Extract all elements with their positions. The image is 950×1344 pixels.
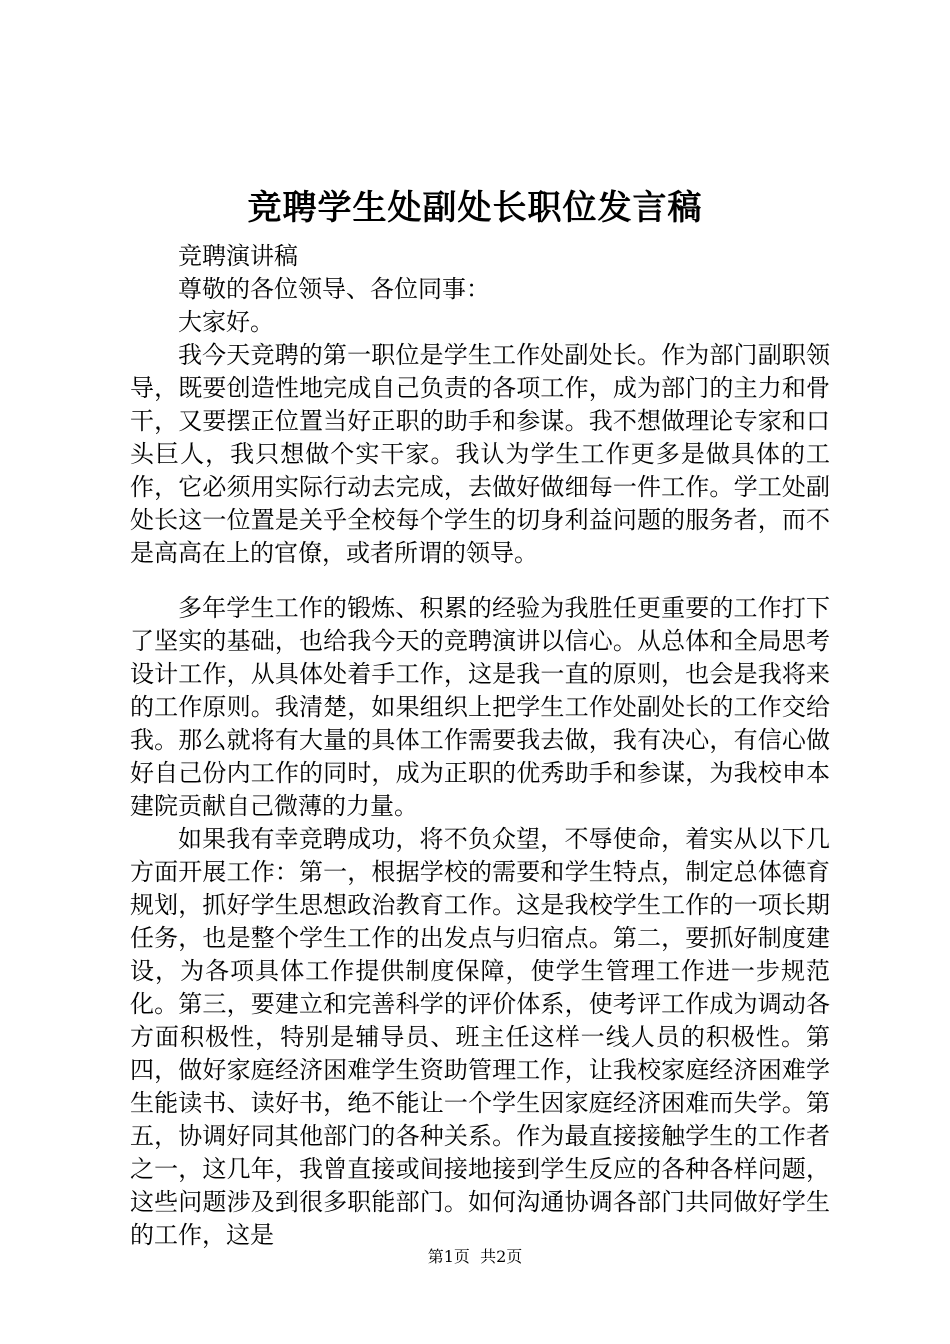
subtitle-line: 竞聘演讲稿 — [178, 242, 298, 270]
greeting-line: 大家好。 — [178, 308, 274, 336]
document-title: 竞聘学生处副处长职位发言稿 — [247, 188, 703, 228]
page-footer — [0, 1244, 950, 1267]
paragraph-spacer — [130, 570, 830, 592]
salutation-line: 尊敬的各位领导、各位同事： — [178, 275, 490, 303]
paragraph-3: 如果我有幸竞聘成功，将不负众望，不辱使命，着实从以下几方面开展工作：第一，根据学校的需要和学生特点，制定总体德育规划，抓好学生思想政治教育工作。这是我校学生工作的一项长期任务，也是整个学生工作的出发点与归宿点。第二，要抓好制度建设，为各项具体工作提供制度保障，使学生管理工作进一步规范化。第三，要建立和完善科学的评价体系，使考评工作成为调动各方面积极性，特别是辅导员、班主任这样一线人员的积极性。第四，做好家庭经济困难学生资助管理工作，让我校家庭经济困难学生能读书、读好书，绝不能让一个学生因家庭经济困难而失学。第五，协调好同其他部门的各种关系。作为最直接接触学生的工作者之一，这几年，我曾直接或间接地接到学生反应的各种各样问题，这些问题涉及到很多职能部门。如何沟通协调各部门共同做好学生的工作，这是 — [130, 825, 830, 1249]
page-number: 第1页 共2页 — [427, 1247, 523, 1266]
paragraph-2: 多年学生工作的锻炼、积累的经验为我胜任更重要的工作打下了坚实的基础，也给我今天的竞聘演讲以信心。从总体和全局思考设计工作，从具体处着手工作，这是我一直的原则，也会是我将来的工作原则。我清楚，如果组织上把学生工作处副处长的工作交给我。那么就将有大量的具体工作需要我去做，我有决心，有信心做好自己份内工作的同时，成为正职的优秀助手和参谋，为我校申本建院贡献自己微薄的力量。 — [130, 594, 830, 820]
document-body — [130, 240, 830, 1252]
paragraph-1: 我今天竞聘的第一职位是学生工作处副处长。作为部门副职领导，既要创造性地完成自己负责的各项工作，成为部门的主力和骨干，又要摆正位置当好正职的助手和参谋。我不想做理论专家和口头巨人，我只想做个实干家。我认为学生工作更多是做具体的工作，它必须用实际行动去完成，去做好做细每一件工作。学工处副处长这一位置是关乎全校每个学生的切身利益问题的服务者，而不是高高在上的官僚，或者所谓的领导。 — [130, 341, 830, 567]
